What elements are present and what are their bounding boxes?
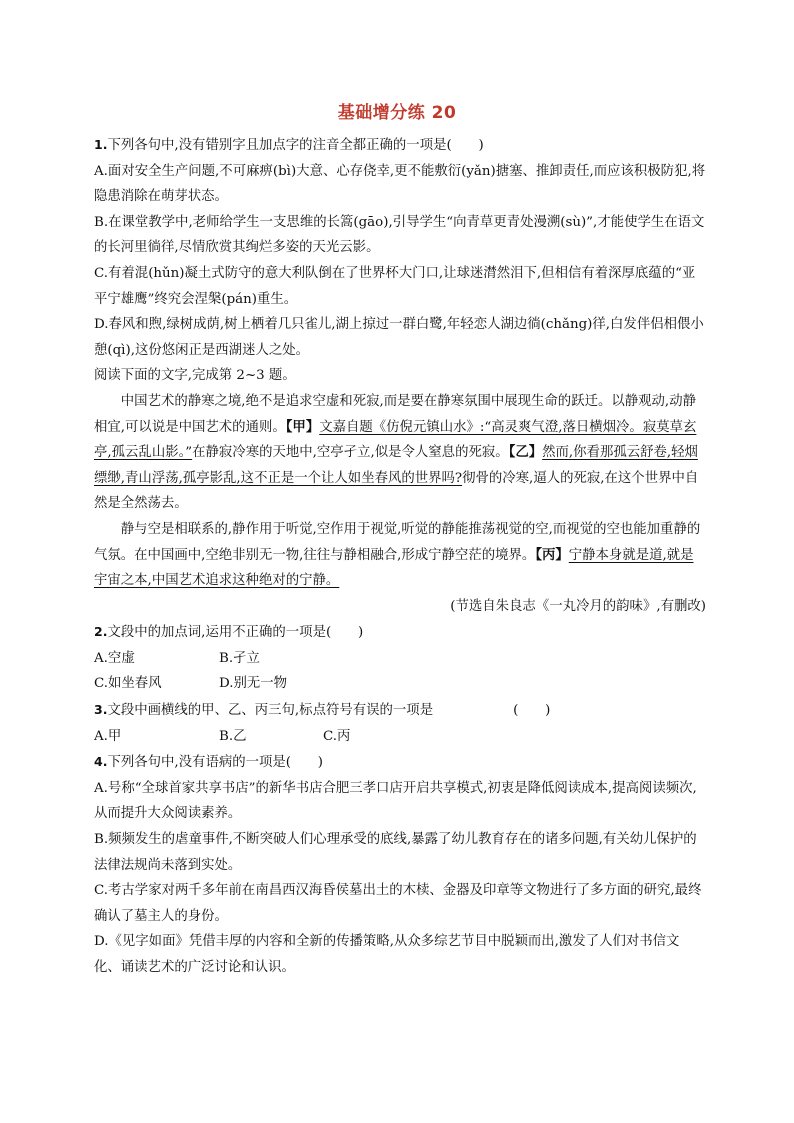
question-2-options-row-2 [94,671,706,697]
question-4-option-c: C.考古学家对两千多年前在南昌西汉海昏侯墓出土的木椟、金器及印章等文物进行了多方面的研究,最终确认了墓主人的身份。 [94,883,702,924]
sentence-jia: 文嘉自题《仿倪元镇山水》:“高灵爽气澄,落日横烟冷。寂莫草玄亭,孤云乱山影。” [94,419,697,461]
label-jia: 【甲】 [285,418,320,435]
question-1-option-b: B.在课堂教学中,老师给学生一支思维的长篙(gāo),引导学生“向青草更青处漫溯(sù)”,才能使学生在语文的长河里徜徉,尽情欣赏其绚烂多姿的天光云影。 [94,214,705,256]
document-content [94,132,706,981]
question-2-option-d: D.别无一物 [219,676,288,692]
question-3-option-a: A.甲 [94,728,122,744]
question-2 [94,619,706,697]
passage-paragraph-2: 静与空是相联系的,静作用于听觉,空作用于视觉,听觉的静能推荡视觉的空,而视觉的空也能加重静的气氛。在中国画中,空绝非别无一物,往往与静相融合,形成宁静空茫的境界。【丙】宁静本身就是道,就是宇宙之本,中国艺术追求这种绝对的宁静。 [94,521,701,589]
reading-instruction: 阅读下面的文字,完成第 2~3 题。 [94,368,296,384]
question-2-option-b: B.孑立 [219,650,260,666]
question-2-option-a: A.空虚 [94,650,135,666]
question-2-option-c: C.如坐春风 [94,676,162,692]
question-4-stem: 4.下列各句中,没有语病的一项是( ) [94,754,324,771]
page-title: 基础增分练 20 [337,103,457,123]
question-4-option-a: A.号称“全球首家共享书店”的新华书店合肥三孝口店开启共享模式,初衷是降低阅读成本,提高阅读频次,从而提升大众阅读素养。 [94,780,697,822]
question-1-option-a: A.面对安全生产问题,不可麻痹(bì)大意、心存侥幸,更不能敷衍(yǎn)搪塞、推卸责任,而应该积极防犯,将隐患消除在萌芽状态。 [94,163,706,205]
question-1 [94,132,706,363]
question-4-option-d: D.《见字如面》凭借丰厚的内容和全新的传播策略,从众多综艺节目中脱颖而出,激发了人们对书信文化、诵读艺术的广泛讨论和认识。 [94,934,680,975]
question-2-stem: 2.文段中的加点词,运用不正确的一项是( ) [94,624,364,641]
question-number: 1. [94,137,108,152]
question-1-stem: 1.下列各句中,没有错别字且加点字的注音全都正确的一项是( ) [94,137,484,153]
question-1-option-c: C.有着混(hǔn)凝土式防守的意大利队倒在了世界杯大门口,让球迷潸然泪下,但相信有着深厚底蕴的“亚平宁雄鹰”终究会涅槃(pán)重生。 [94,265,696,307]
label-yi: 【乙】 [508,444,543,461]
passage-source: (节选自朱良志《一丸冷月的韵味》,有删改) [450,598,706,614]
question-1-option-d: D.春风和煦,绿树成荫,树上栖着几只雀儿,湖上掠过一群白鹭,年轻恋人湖边徜(chǎng)徉,白发伴侣相偎小憩(qì),这份悠闲正是西湖迷人之处。 [94,317,704,358]
question-3-option-c: C.丙 [323,728,351,744]
label-bing: 【丙】 [535,546,569,563]
question-3-stem: 3.文段中画横线的甲、乙、丙三句,标点符号有误的一项是 ( ) [94,702,551,719]
question-4 [94,749,706,980]
sentence-bing: 宁静本身就是道,就是宇宙之本,中国艺术追求这种绝对的宁静。 [94,547,694,589]
question-3 [94,697,706,749]
question-2-options-row-1 [94,646,706,672]
reading-passage [94,389,706,619]
question-4-option-b: B.频频发生的虐童事件,不断突破人们心理承受的底线,暴露了幼儿教育存在的诸多问题,有关幼儿保护的法律法规尚未落到实处。 [94,832,697,873]
sentence-yi: 然而,你看那孤云舒卷,轻烟缥缈,青山浮荡,孤亭影乱,这不正是一个让人如坐春风的世界吗? [94,445,698,486]
passage-paragraph-1: 中国艺术的静寒之境,绝不是追求空虚和死寂,而是要在静寒氛围中展现生命的跃迁。以静观动,动静相宜,可以说是中国艺术的通则。【甲】文嘉自题《仿倪元镇山水》:“高灵爽气澄,落日横烟冷。寂莫草玄亭,孤云乱山影。”在静寂冷寒的天地中,空亭孑立,似是令人窒息的死寂。【乙】然而,你看那孤云舒卷,轻烟缥缈,青山浮荡,孤亭影乱,这不正是一个让人如坐春风的世界吗?彻骨的冷寒,逼人的死寂,在这个世界中自然是全然荡去。 [94,393,699,512]
question-3-option-b: B.乙 [219,728,247,744]
question-3-options [94,724,706,750]
